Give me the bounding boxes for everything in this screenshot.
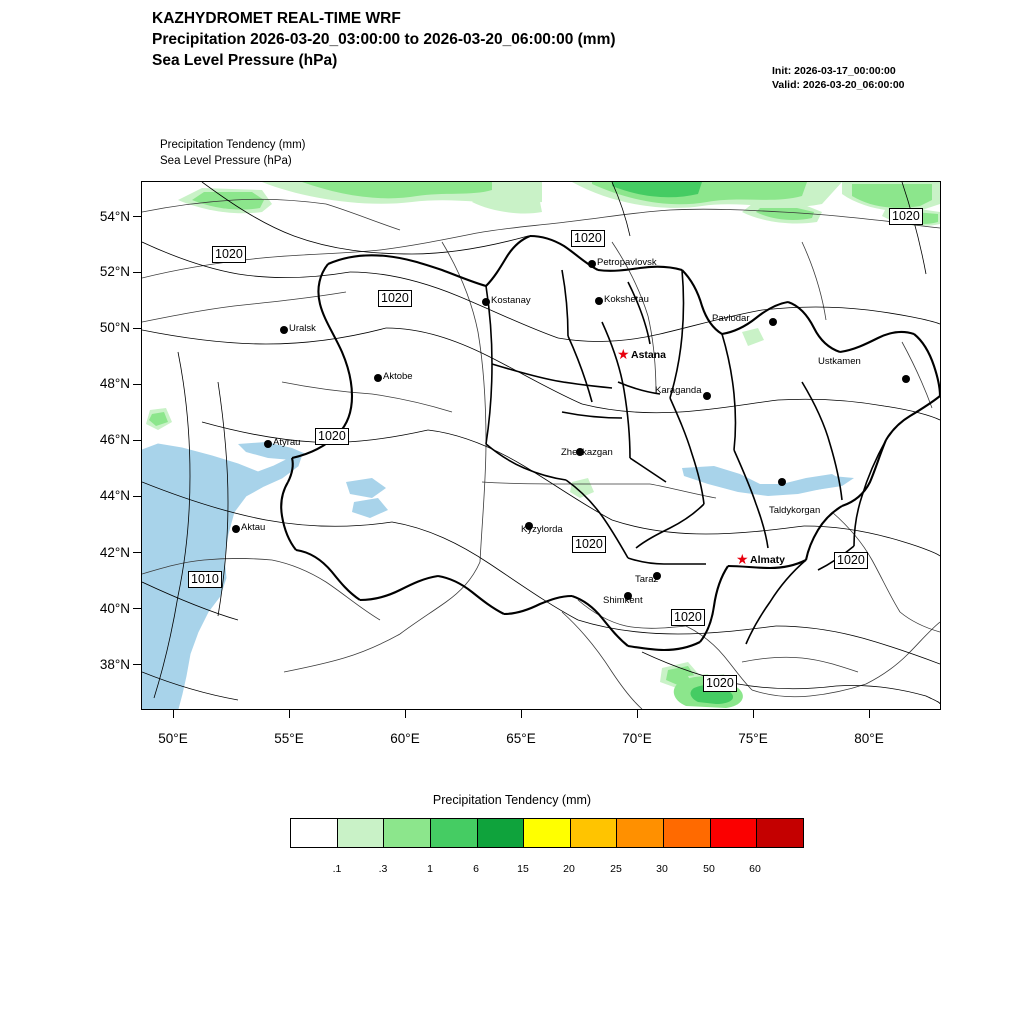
city-label-ustkamen: Ustkamen: [818, 356, 861, 367]
init-time: Init: 2026-03-17_00:00:00: [772, 65, 896, 77]
city-label-aktobe: Aktobe: [383, 371, 413, 382]
y-tick-42N: 42°N: [99, 545, 130, 560]
colorbar-tick: 1: [427, 863, 433, 875]
valid-time: Valid: 2026-03-20_06:00:00: [772, 79, 905, 91]
colorbar-swatch-7: [617, 819, 664, 847]
city-label-atyrau: Atyrau: [273, 437, 301, 448]
map-graphic: [142, 182, 940, 709]
colorbar-swatch-6: [571, 819, 618, 847]
capital-star-icon-astana: ★: [617, 346, 630, 362]
colorbar-tick: 20: [563, 863, 575, 875]
city-label-kostanay: Kostanay: [491, 295, 531, 306]
map-plot-area: [141, 181, 941, 710]
colorbar-tick: 6: [473, 863, 479, 875]
colorbar-swatch-8: [664, 819, 711, 847]
subcaption-precip: Precipitation Tendency (mm): [160, 139, 306, 151]
city-label-taldykorgan: Taldykorgan: [769, 505, 821, 516]
y-tickmark: [133, 440, 141, 441]
isobar-label: 1020: [703, 675, 737, 692]
capital-star-icon-almaty: ★: [736, 551, 749, 567]
colorbar-ticks: [290, 863, 804, 879]
y-tick-46N: 46°N: [99, 432, 130, 447]
city-label-pavlodar: Pavlodar: [712, 313, 750, 324]
x-tickmark: [753, 710, 754, 718]
header-title-line1: KAZHYDROMET REAL-TIME WRF: [152, 10, 401, 27]
colorbar-swatch-2: [384, 819, 431, 847]
capital-label-almaty: Almaty: [750, 554, 786, 566]
colorbar-swatch-1: [338, 819, 385, 847]
city-label-petropavlovsk: Petropavlovsk: [597, 257, 657, 268]
x-tickmark: [521, 710, 522, 718]
y-tickmark: [133, 384, 141, 385]
y-tick-38N: 38°N: [99, 657, 130, 672]
isobar-label: 1020: [889, 208, 923, 225]
y-tickmark: [133, 272, 141, 273]
y-tickmark: [133, 664, 141, 665]
y-tickmark: [133, 552, 141, 553]
x-tick-70E: 70°E: [622, 731, 652, 746]
colorbar-tick: 30: [656, 863, 668, 875]
city-label-karaganda: Karaganda: [655, 385, 702, 396]
colorbar-swatch-3: [431, 819, 478, 847]
city-label-taraz: Taraz: [635, 574, 659, 585]
map-subcaption: [160, 137, 306, 169]
x-tick-65E: 65°E: [506, 731, 536, 746]
isobar-label: 1020: [834, 552, 868, 569]
isobar-label: 1020: [572, 536, 606, 553]
y-tick-50N: 50°N: [99, 320, 130, 335]
colorbar-tick: 15: [517, 863, 529, 875]
x-tick-75E: 75°E: [738, 731, 768, 746]
colorbar-swatch-9: [711, 819, 758, 847]
isobar-label: 1020: [671, 609, 705, 626]
colorbar: [290, 818, 804, 848]
isobar-label: 1020: [378, 290, 412, 307]
city-label-kokshetau: Kokshetau: [604, 294, 649, 305]
city-label-shimkent: Shimkent: [603, 595, 643, 606]
colorbar-tick: 50: [703, 863, 715, 875]
colorbar-tick: .3: [378, 863, 388, 875]
capital-label-astana: Astana: [631, 349, 667, 361]
x-tickmark: [289, 710, 290, 718]
colorbar-swatch-10: [757, 819, 803, 847]
header-title-line3: Sea Level Pressure (hPa): [152, 52, 338, 69]
isobar-label: 1020: [571, 230, 605, 247]
colorbar-swatch-5: [524, 819, 571, 847]
x-tick-50E: 50°E: [158, 731, 188, 746]
x-tick-80E: 80°E: [854, 731, 884, 746]
isobar-label: 1020: [212, 246, 246, 263]
isobar-label: 1010: [188, 571, 222, 588]
header-title-line2: Precipitation 2026-03-20_03:00:00 to 2026-03-20_06:00:00 (mm): [152, 31, 616, 48]
y-tickmark: [133, 328, 141, 329]
y-tick-54N: 54°N: [99, 209, 130, 224]
colorbar-tick: .1: [332, 863, 342, 875]
y-tickmark: [133, 216, 141, 217]
y-tick-52N: 52°N: [99, 264, 130, 279]
y-tickmark: [133, 496, 141, 497]
y-tick-44N: 44°N: [99, 488, 130, 503]
colorbar-swatch-0: [291, 819, 338, 847]
y-tick-48N: 48°N: [99, 376, 130, 391]
city-label-kyzylorda: Kyzylorda: [521, 524, 563, 535]
x-tickmark: [637, 710, 638, 718]
colorbar-title: Precipitation Tendency (mm): [432, 793, 592, 807]
x-tick-60E: 60°E: [390, 731, 420, 746]
x-tickmark: [869, 710, 870, 718]
x-tickmark: [405, 710, 406, 718]
city-label-zheskazgan: Zheskazgan: [561, 447, 613, 458]
colorbar-tick: 60: [749, 863, 761, 875]
colorbar-tick: 25: [610, 863, 622, 875]
city-label-aktau: Aktau: [241, 522, 266, 533]
colorbar-swatch-4: [478, 819, 525, 847]
isobar-label: 1020: [315, 428, 349, 445]
page-header: [152, 8, 952, 71]
y-tick-40N: 40°N: [99, 601, 130, 616]
x-tick-55E: 55°E: [274, 731, 304, 746]
subcaption-slp: Sea Level Pressure (hPa): [160, 155, 292, 167]
y-tickmark: [133, 608, 141, 609]
x-tickmark: [173, 710, 174, 718]
city-label-uralsk: Uralsk: [289, 323, 316, 334]
model-run-info: [772, 64, 905, 92]
